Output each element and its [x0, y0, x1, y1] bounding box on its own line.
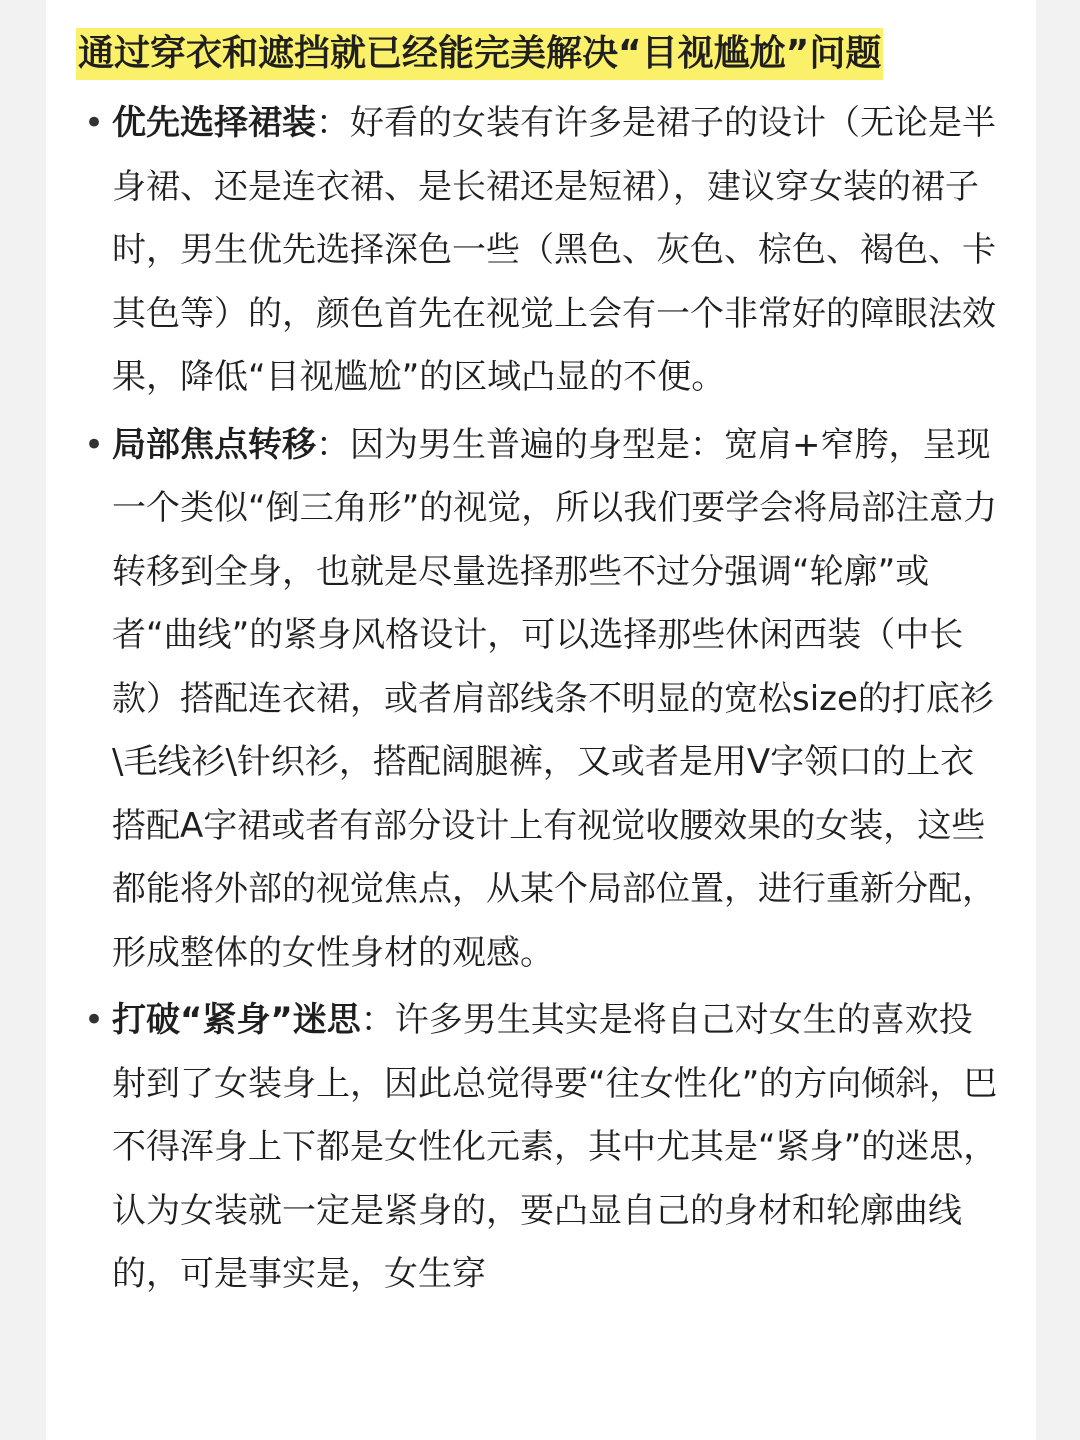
heading-wrap: [76, 28, 883, 80]
point-text: ：好看的女装有许多是裙子的设计（无论是半身裙、还是连衣裙、是长裙还是短裙），建议穿女装的裙子时，男生优先选择深色一些（黑色、灰色、棕色、褐色、卡其色等）的，颜色首先在视觉上会有一个非常好的障眼法效果，降低“目视尴尬”的区域凸显的不便。: [112, 103, 996, 397]
point-term: 打破“紧身”迷思: [112, 1000, 361, 1040]
bullet-list: [82, 92, 1002, 1311]
point-term: 局部焦点转移: [112, 424, 316, 465]
bullet-dot-icon: •: [84, 424, 105, 465]
list-item: [82, 414, 1002, 986]
document-page: [46, 0, 1036, 1440]
point-text: ：许多男生其实是将自己对女生的喜欢投射到了女装身上，因此总觉得要“往女性化”的方向倾斜，巴不得浑身上下都是女性化元素，其中尤其是“紧身”的迷思，认为女装就一定是紧身的，要凸显自己的身材和轮廓曲线的，可是事实是，女生穿: [112, 1000, 998, 1294]
list-item: [82, 989, 1002, 1307]
highlighted-heading: 通过穿衣和遮挡就已经能完美解决“目视尴尬”问题: [76, 28, 883, 80]
point-term: 优先选择裙装: [112, 103, 316, 143]
bullet-dot-icon: •: [84, 1000, 105, 1040]
bullet-dot-icon: •: [84, 103, 105, 143]
list-item: [82, 92, 1002, 410]
point-text: ：因为男生普遍的身型是：宽肩+窄胯，呈现一个类似“倒三角形”的视觉，所以我们要学会将局部注意力转移到全身，也就是尽量选择那些不过分强调“轮廓”或者“曲线”的紧身风格设计，可以选择那些休闲西装（中长款）搭配连衣裙，或者肩部线条不明显的宽松size的打底衫\毛线衫\针织衫，搭配阔腿裤，又或者是用V字领口的上衣搭配A字裙或者有部分设计上有视觉收腰效果的女装，这些都能将外部的视觉焦点，从某个局部位置，进行重新分配，形成整体的女性身材的观感。: [112, 424, 998, 973]
